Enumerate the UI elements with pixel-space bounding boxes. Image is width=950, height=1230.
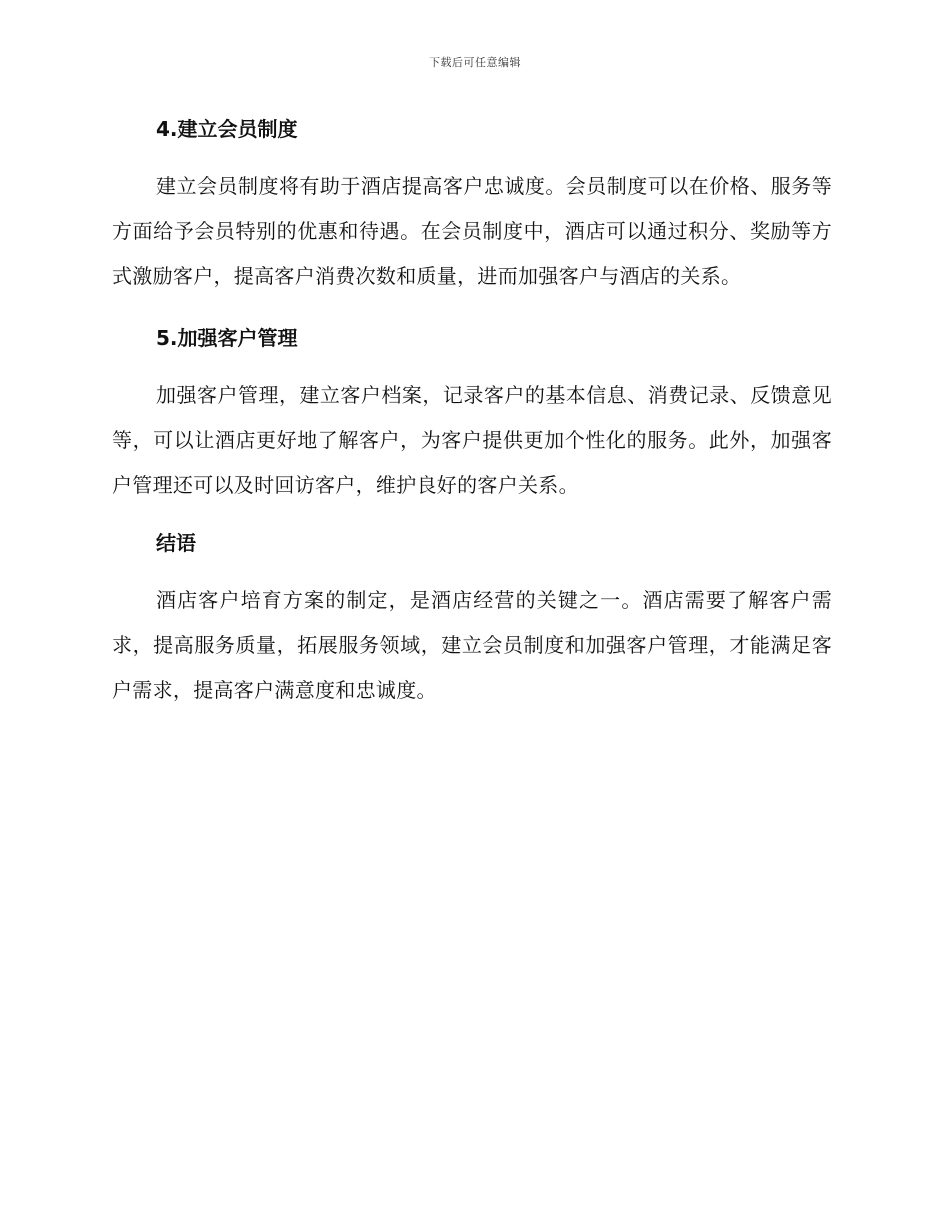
document-body (112, 112, 832, 713)
section-paragraph-membership: 建立会员制度将有助于酒店提高客户忠诚度。会员制度可以在价格、服务等方面给予会员特别的优惠和待遇。在会员制度中，酒店可以通过积分、奖励等方式激励客户，提高客户消费次数和质量，进而加强客户与酒店的关系。 (112, 174, 832, 288)
section-paragraph-conclusion: 酒店客户培育方案的制定，是酒店经营的关键之一。酒店需要了解客户需求，提高服务质量，拓展服务领域，建立会员制度和加强客户管理，才能满足客户需求，提高客户满意度和忠诚度。 (112, 588, 832, 702)
section-heading-conclusion: 结语 (156, 531, 196, 555)
section-paragraph-customer-management: 加强客户管理，建立客户档案，记录客户的基本信息、消费记录、反馈意见等，可以让酒店更好地了解客户，为客户提供更加个性化的服务。此外，加强客户管理还可以及时回访客户，维护良好的客户关系。 (112, 383, 832, 497)
section-heading-customer-management: 5.加强客户管理 (156, 326, 298, 350)
header-note: 下载后可任意编辑 (429, 56, 521, 69)
section-heading-membership: 4.建立会员制度 (156, 117, 298, 141)
